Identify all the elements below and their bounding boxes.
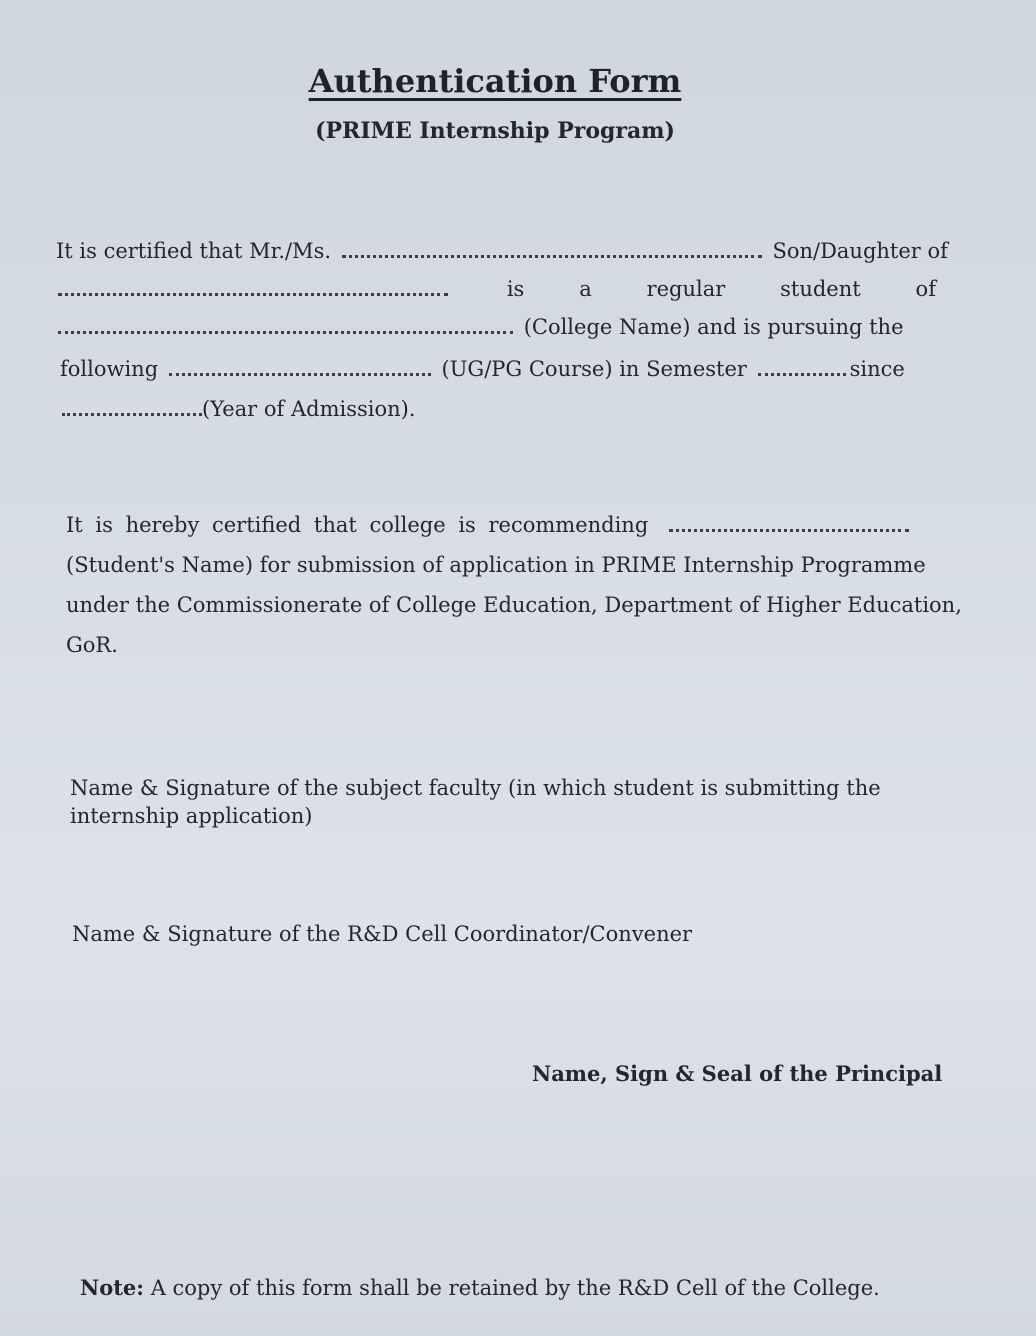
recommendation-line-2: (Student's Name) for submission of application in PRIME Internship Programme [66, 553, 926, 577]
word-student: student [780, 277, 861, 301]
certificate-line-5 [62, 394, 662, 424]
college-name-text: (College Name) and is pursuing the [523, 315, 904, 339]
parent-name-blank [58, 289, 448, 296]
certificate-line-4 [60, 354, 940, 384]
recommendation-line-1 [66, 505, 946, 545]
word-regular: regular [646, 277, 726, 301]
course-blank [169, 369, 431, 376]
certificate-line-3 [58, 312, 938, 342]
word-of: of [915, 277, 936, 301]
since-text: since [849, 357, 905, 381]
course-semester-text: (UG/PG Course) in Semester [441, 357, 747, 381]
coordinator-signature-label: Name & Signature of the R&D Cell Coordinator/Convener [72, 922, 693, 946]
following-text: following [60, 357, 159, 381]
form-subtitle: (PRIME Internship Program) [315, 118, 675, 144]
semester-blank [758, 369, 846, 376]
faculty-signature-line-1: Name & Signature of the subject faculty (in which student is submitting the [70, 776, 881, 800]
year-of-admission-text: (Year of Admission). [202, 397, 416, 421]
faculty-signature-label [70, 774, 950, 830]
recommended-student-blank [669, 525, 909, 532]
recommending-text: It is hereby certified that college is recommending [66, 513, 649, 537]
certificate-line-2 [58, 274, 936, 304]
student-name-blank [342, 251, 762, 258]
word-is: is [506, 277, 525, 301]
recommendation-line-4: GoR. [66, 633, 118, 657]
year-blank [62, 409, 202, 416]
principal-signature-label: Name, Sign & Seal of the Principal [532, 1061, 943, 1086]
form-note [80, 1274, 980, 1302]
note-label: Note: [80, 1275, 145, 1300]
certified-intro-text: It is certified that Mr./Ms. [56, 239, 332, 263]
recommendation-line-3: under the Commissionerate of College Education, Department of Higher Education, [66, 593, 962, 617]
son-daughter-text: Son/Daughter of [772, 239, 948, 263]
word-a: a [579, 277, 592, 301]
certificate-line-1 [56, 236, 948, 266]
faculty-signature-line-2: internship application) [70, 804, 313, 828]
note-text: A copy of this form shall be retained by the R&D Cell of the College. [144, 1276, 880, 1300]
college-name-blank [58, 327, 513, 334]
form-title: Authentication Form [308, 62, 682, 100]
recommendation-paragraph [66, 505, 962, 665]
